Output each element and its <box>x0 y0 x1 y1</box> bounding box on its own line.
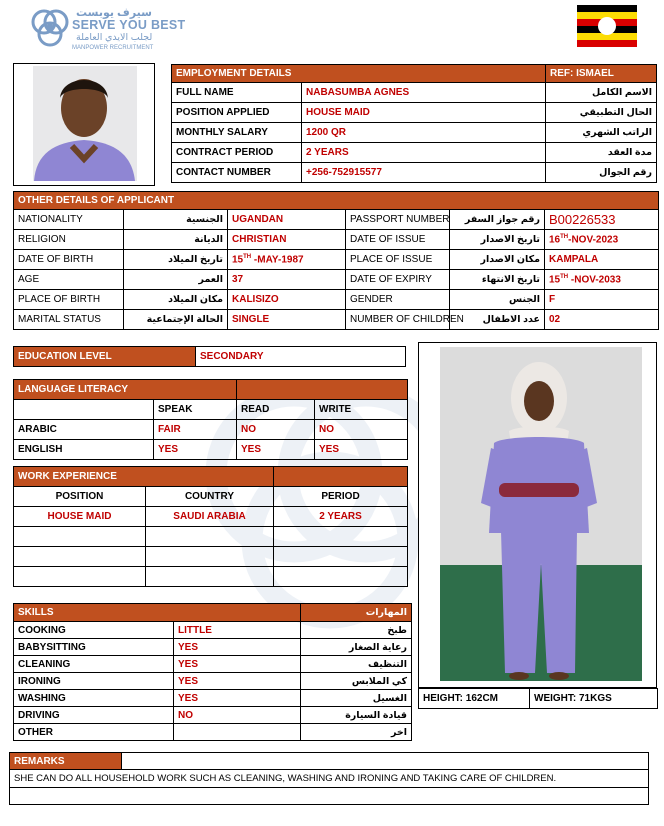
logo-arabic-name: سيرف يوبست <box>76 7 152 19</box>
other-details-row <box>14 290 659 310</box>
company-logo <box>28 6 198 54</box>
other-arabic: الجنسية <box>124 210 228 230</box>
other-value: UGANDAN <box>228 210 346 230</box>
work-row-empty <box>14 567 408 587</box>
logo-english-name: SERVE YOU BEST <box>72 18 186 32</box>
skill-row <box>14 673 412 690</box>
employment-row <box>172 83 657 103</box>
employment-arabic: مدة العقد <box>546 143 657 163</box>
employment-value: 2 YEARS <box>302 143 546 163</box>
other-value: 16TH-NOV-2023 <box>545 230 659 250</box>
other-value: 15TH -NOV-2033 <box>545 270 659 290</box>
other-value: KALISIZO <box>228 290 346 310</box>
skill-value: YES <box>174 639 301 656</box>
other-details-row <box>14 270 659 290</box>
other-label: NATIONALITY <box>14 210 124 230</box>
skill-value: YES <box>174 673 301 690</box>
employment-row <box>172 143 657 163</box>
skill-row <box>14 639 412 656</box>
work-experience-table <box>13 466 408 587</box>
skill-value: NO <box>174 707 301 724</box>
other-label: GENDER <box>346 290 450 310</box>
education-table <box>13 346 406 367</box>
remarks-header-blank <box>122 753 649 770</box>
employment-arabic: الحال التطبيقي <box>546 103 657 123</box>
logo-tagline: MANPOWER RECRUITMENT <box>72 45 154 51</box>
full-body-photo <box>418 342 657 688</box>
other-arabic: مكان الاصدار <box>450 250 545 270</box>
skills-header-arabic: المهارات <box>301 604 412 622</box>
skill-arabic: طبخ <box>301 622 412 639</box>
language-read: YES <box>237 440 315 460</box>
work-row-empty <box>14 527 408 547</box>
employment-row <box>172 103 657 123</box>
language-corner-cell <box>14 400 154 420</box>
skill-arabic: التنظيف <box>301 656 412 673</box>
language-row <box>14 440 408 460</box>
skill-row <box>14 690 412 707</box>
other-value: 02 <box>545 310 659 330</box>
other-value: CHRISTIAN <box>228 230 346 250</box>
skill-value <box>174 724 301 741</box>
skill-name: BABYSITTING <box>14 639 174 656</box>
other-label: AGE <box>14 270 124 290</box>
skill-arabic: قيادة السيارة <box>301 707 412 724</box>
other-value: F <box>545 290 659 310</box>
language-name: ARABIC <box>14 420 154 440</box>
employment-arabic: الراتب الشهري <box>546 123 657 143</box>
skill-name: CLEANING <box>14 656 174 673</box>
work-header: WORK EXPERIENCE <box>14 467 274 487</box>
employment-arabic: رقم الجوال <box>546 163 657 183</box>
education-value: SECONDARY <box>196 347 406 367</box>
other-arabic: تاريخ الاصدار <box>450 230 545 250</box>
other-arabic: عدد الاطفال <box>450 310 545 330</box>
logo-rings-icon <box>28 6 72 52</box>
other-arabic: الجنس <box>450 290 545 310</box>
other-label: NUMBER OF CHILDREN <box>346 310 450 330</box>
other-details-row <box>14 210 659 230</box>
other-value: KAMPALA <box>545 250 659 270</box>
language-header: LANGUAGE LITERACY <box>14 380 237 400</box>
skills-header: SKILLS <box>14 604 301 622</box>
employment-value: NABASUMBA AGNES <box>302 83 546 103</box>
work-position: HOUSE MAID <box>14 507 146 527</box>
skill-name: IRONING <box>14 673 174 690</box>
employment-value: HOUSE MAID <box>302 103 546 123</box>
remarks-blank-row <box>10 788 649 805</box>
language-col: READ <box>237 400 315 420</box>
employment-label: CONTACT NUMBER <box>172 163 302 183</box>
remarks-text: SHE CAN DO ALL HOUSEHOLD WORK SUCH AS CLEANING, WASHING AND IRONING AND TAKING CARE OF CHILDREN. <box>10 770 649 788</box>
other-details-row <box>14 230 659 250</box>
other-label: PLACE OF BIRTH <box>14 290 124 310</box>
other-arabic: تاريخ الانتهاء <box>450 270 545 290</box>
employment-label: CONTRACT PERIOD <box>172 143 302 163</box>
work-col: COUNTRY <box>146 487 274 507</box>
skill-name: WASHING <box>14 690 174 707</box>
language-write: YES <box>315 440 408 460</box>
other-arabic: مكان الميلاد <box>124 290 228 310</box>
other-label: PLACE OF ISSUE <box>346 250 450 270</box>
employment-details-table <box>171 64 657 183</box>
employment-label: FULL NAME <box>172 83 302 103</box>
passport-number: B00226533 <box>545 210 659 230</box>
other-value: SINGLE <box>228 310 346 330</box>
employment-label: MONTHLY SALARY <box>172 123 302 143</box>
other-details-row <box>14 310 659 330</box>
work-period: 2 YEARS <box>274 507 408 527</box>
employment-row <box>172 163 657 183</box>
language-col: SPEAK <box>154 400 237 420</box>
work-col: POSITION <box>14 487 146 507</box>
other-label: DATE OF EXPIRY <box>346 270 450 290</box>
other-label: MARITAL STATUS <box>14 310 124 330</box>
employment-ref: REF: ISMAEL <box>546 65 657 83</box>
skill-row <box>14 622 412 639</box>
other-arabic: الحالة الإجتماعية <box>124 310 228 330</box>
skill-name: COOKING <box>14 622 174 639</box>
language-write: NO <box>315 420 408 440</box>
skill-arabic: رعاية الصغار <box>301 639 412 656</box>
work-row <box>14 507 408 527</box>
other-arabic: العمر <box>124 270 228 290</box>
remarks-table <box>9 752 649 805</box>
employment-row <box>172 123 657 143</box>
skill-row <box>14 724 412 741</box>
other-label: PASSPORT NUMBER <box>346 210 450 230</box>
skill-name: OTHER <box>14 724 174 741</box>
skill-arabic: اخر <box>301 724 412 741</box>
other-arabic: تاريخ الميلاد <box>124 250 228 270</box>
other-details-table <box>13 191 659 330</box>
other-arabic: رقم جواز السفر <box>450 210 545 230</box>
other-details-row <box>14 250 659 270</box>
work-header-blank <box>274 467 408 487</box>
skill-row <box>14 656 412 673</box>
height-value: HEIGHT: 162CM <box>419 689 530 709</box>
other-value: 15TH -MAY-1987 <box>228 250 346 270</box>
skill-value: YES <box>174 690 301 707</box>
work-row-empty <box>14 547 408 567</box>
other-value: 37 <box>228 270 346 290</box>
portrait-photo <box>13 63 155 186</box>
work-col: PERIOD <box>274 487 408 507</box>
skill-arabic: الغسيل <box>301 690 412 707</box>
skill-name: DRIVING <box>14 707 174 724</box>
language-name: ENGLISH <box>14 440 154 460</box>
language-header-blank <box>237 380 408 400</box>
employment-label: POSITION APPLIED <box>172 103 302 123</box>
weight-value: WEIGHT: 71KGS <box>530 689 658 709</box>
employment-value: +256-752915577 <box>302 163 546 183</box>
work-country: SAUDI ARABIA <box>146 507 274 527</box>
employment-arabic: الاسم الكامل <box>546 83 657 103</box>
education-label: EDUCATION LEVEL <box>14 347 196 367</box>
language-speak: YES <box>154 440 237 460</box>
skill-row <box>14 707 412 724</box>
language-read: NO <box>237 420 315 440</box>
other-label: DATE OF ISSUE <box>346 230 450 250</box>
uganda-flag-icon <box>577 5 637 47</box>
employment-header: EMPLOYMENT DETAILS <box>172 65 546 83</box>
other-details-header: OTHER DETAILS OF APPLICANT <box>14 192 659 210</box>
language-row <box>14 420 408 440</box>
language-col: WRITE <box>315 400 408 420</box>
employment-value: 1200 QR <box>302 123 546 143</box>
skill-arabic: كي الملابس <box>301 673 412 690</box>
skills-table <box>13 603 412 741</box>
skill-value: YES <box>174 656 301 673</box>
other-arabic: الديانة <box>124 230 228 250</box>
other-label: RELIGION <box>14 230 124 250</box>
language-speak: FAIR <box>154 420 237 440</box>
measurements-table <box>418 688 658 709</box>
remarks-header: REMARKS <box>10 753 122 770</box>
skill-value: LITTLE <box>174 622 301 639</box>
logo-arabic-sub: لجلب الايدي العاملة <box>76 32 153 43</box>
other-label: DATE OF BIRTH <box>14 250 124 270</box>
language-table <box>13 379 408 460</box>
